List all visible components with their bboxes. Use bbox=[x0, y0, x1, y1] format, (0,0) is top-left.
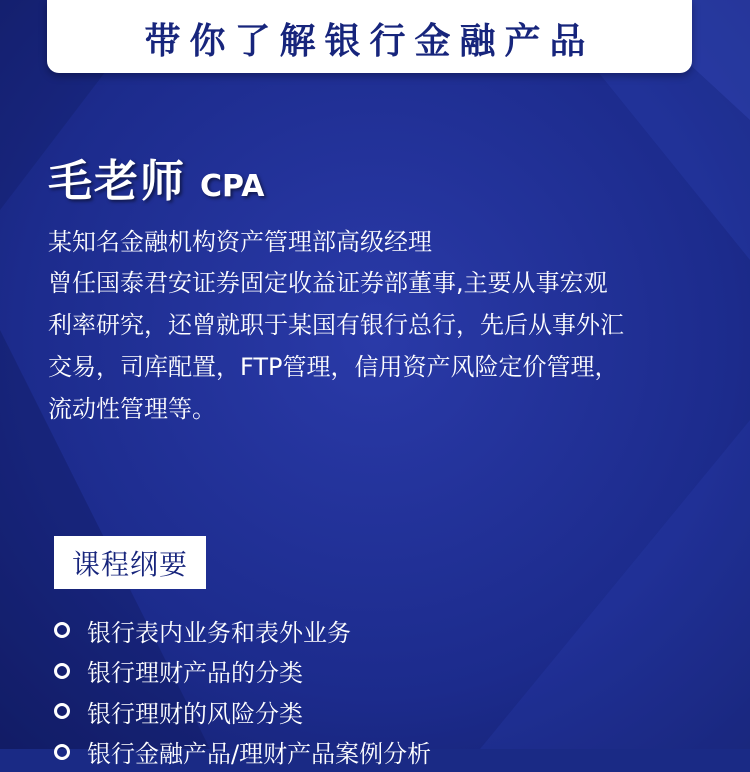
list-item bbox=[54, 732, 431, 772]
circle-bullet-icon bbox=[54, 663, 70, 679]
outline-item-text: 银行理财产品的分类 bbox=[87, 653, 303, 688]
circle-bullet-icon bbox=[54, 744, 70, 760]
outline-list bbox=[54, 610, 431, 772]
outline-heading-box bbox=[54, 536, 206, 589]
outline-item-text: 银行金融产品/理财产品案例分析 bbox=[87, 734, 431, 769]
list-item bbox=[54, 691, 431, 732]
outline-item-text: 银行表内业务和表外业务 bbox=[87, 613, 351, 648]
bio-line: 交易，司库配置，FTP管理，信用资产风险定价管理， bbox=[48, 346, 708, 388]
bio-line: 利率研究，还曾就职于某国有银行总行，先后从事外汇 bbox=[48, 304, 708, 346]
title-banner bbox=[47, 0, 692, 73]
bio-line: 流动性管理等。 bbox=[48, 388, 708, 430]
outline-heading: 课程纲要 bbox=[72, 543, 188, 583]
list-item bbox=[54, 651, 431, 692]
teacher-heading bbox=[48, 145, 264, 209]
teacher-name: 毛老师 bbox=[48, 145, 186, 209]
teacher-credential: CPA bbox=[200, 169, 264, 204]
circle-bullet-icon bbox=[54, 622, 70, 638]
list-item bbox=[54, 610, 431, 651]
outline-item-text: 银行理财的风险分类 bbox=[87, 694, 303, 729]
bio-line: 曾任国泰君安证券固定收益证券部董事,主要从事宏观 bbox=[48, 262, 708, 304]
teacher-bio bbox=[48, 222, 708, 430]
page-title: 带你了解银行金融产品 bbox=[144, 13, 594, 64]
bio-line: 某知名金融机构资产管理部高级经理 bbox=[48, 222, 708, 262]
circle-bullet-icon bbox=[54, 703, 70, 719]
